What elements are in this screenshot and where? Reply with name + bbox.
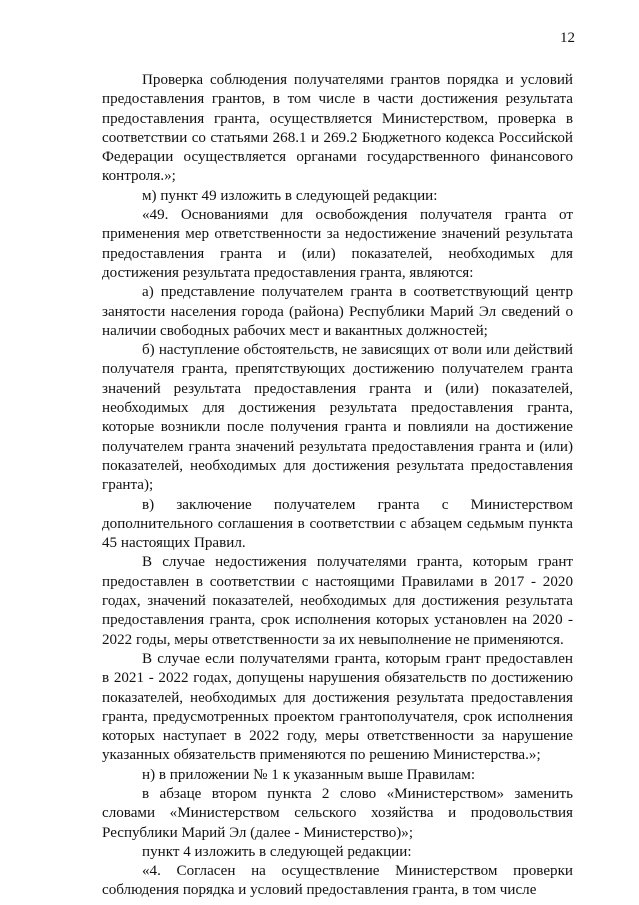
document-body xyxy=(102,71,573,901)
paragraph: б) наступление обстоятельств, не зависящих от воли или действий получателя гранта, препятствующих достижению получателем гранта значений результата предоставления гранта и (или) показателей, необходимых для достижения результата предоставления гранта, которые возникли после получения гранта и повлияли на достижение получателем гранта значений результата предоставления гранта и (или) показателей, необходимых для достижения результата предоставления гранта); xyxy=(102,342,573,494)
paragraph: «49. Основаниями для освобождения получателя гранта от применения мер ответственности за недостижение значений результата предоставления гранта и (или) показателей, необходимых для достижения результата предоставления гранта, являются: xyxy=(102,207,573,281)
paragraph: м) пункт 49 изложить в следующей редакции: xyxy=(142,187,438,204)
paragraph: В случае недостижения получателями гранта, которым грант предоставлен в соответствии с настоящими Правилами в 2017 - 2020 годах, значений показателей, необходимых для достижения результата предоставления гранта, срок исполнения которых установлен на 2020 - 2022 годы, меры ответственности за их невыполнение не применяются. xyxy=(102,554,573,648)
paragraph: в) заключение получателем гранта с Министерством дополнительного соглашения в соответствии с абзацем седьмым пункта 45 настоящих Правил. xyxy=(102,496,573,552)
paragraph: а) представление получателем гранта в соответствующий центр занятости населения города (района) Республики Марий Эл сведений о наличии свободных рабочих мест и вакантных должностей; xyxy=(102,284,573,339)
paragraph: н) в приложении № 1 к указанным выше Правилам: xyxy=(142,766,476,783)
paragraph: Проверка соблюдения получателями грантов порядка и условий предоставления грантов, в том числе в части достижения результата предоставления гранта, осуществляется Министерством, проверка в соответствии со статьями 268.1 и 269.2 Бюджетного кодекса Российской Федерации осуществляется органами государственного финансового контроля.»; xyxy=(102,72,573,185)
page-number: 12 xyxy=(560,30,575,46)
paragraph: «4. Согласен на осуществление Министерством проверки соблюдения порядка и условий предоставления гранта, в том числе xyxy=(102,863,573,899)
paragraph: в абзаце втором пункта 2 слово «Министерством» заменить словами «Министерством сельского хозяйства и продовольствия Республики Марий Эл (далее - Министерство)»; xyxy=(102,785,573,841)
paragraph: В случае если получателями гранта, которым грант предоставлен в 2021 - 2022 годах, допущены нарушения обязательств по достижению показателей, необходимых для достижения результата предоставления гранта, предусмотренных проектом грантополучателя, срок исполнения которых наступает в 2022 году, меры ответственности за нарушение указанных обязательств применяются по решению Министерства.»; xyxy=(102,650,573,764)
paragraph: пункт 4 изложить в следующей редакции: xyxy=(142,843,412,860)
